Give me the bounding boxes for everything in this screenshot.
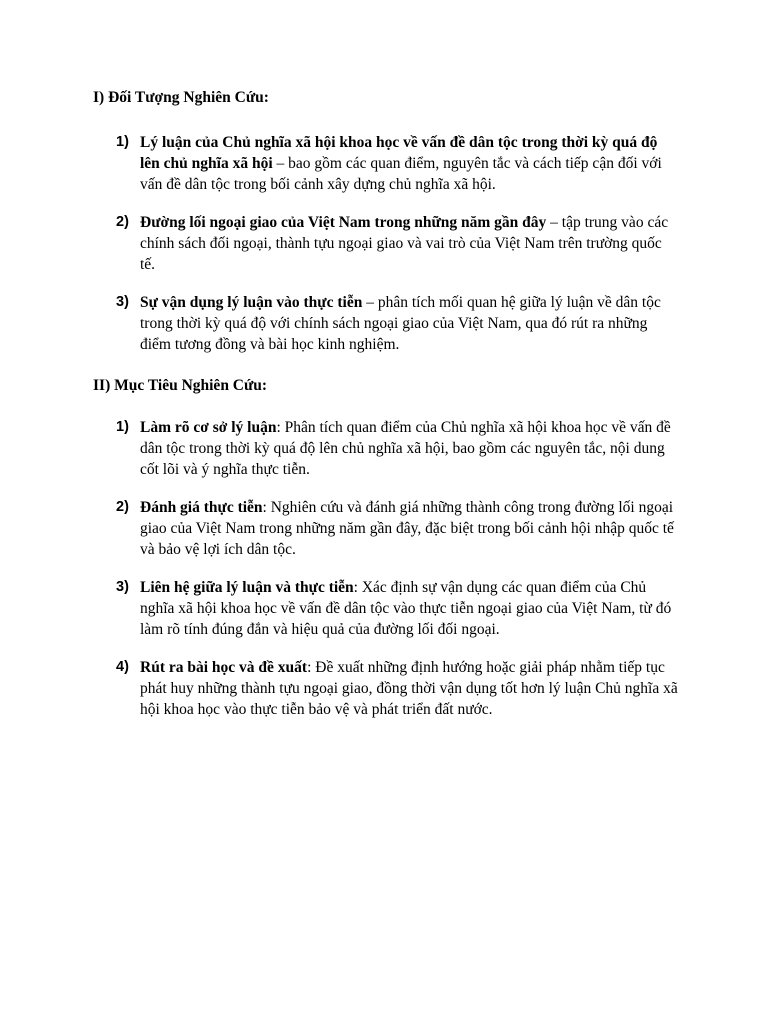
list-item — [0, 132, 768, 195]
research-object-list — [0, 132, 768, 372]
item-lead: Lý luận của Chủ nghĩa xã hội khoa học về vấn đề dân tộc trong thời kỳ quá độ lên chủ nghĩa xã hội — [140, 134, 658, 172]
item-number: 1) — [116, 419, 129, 435]
list-item — [0, 497, 768, 560]
item-body: : Đề xuất những định hướng hoặc giải pháp nhằm tiếp tục phát huy những thành tựu ngoại giao, đồng thời vận dụng tốt hơn lý luận Chủ nghĩa xã hội khoa học vào thực tiễn bảo vệ và phát triển đất nước. — [140, 659, 678, 718]
list-item — [0, 212, 768, 275]
item-number: 4) — [116, 659, 129, 675]
item-number: 3) — [116, 294, 129, 310]
item-number: 2) — [116, 214, 129, 230]
item-lead: Đánh giá thực tiễn — [140, 499, 263, 516]
list-item — [0, 657, 768, 720]
section-title-research-goals: II) Mục Tiêu Nghiên Cứu: — [93, 377, 268, 394]
item-body: : Xác định sự vận dụng các quan điểm của Chủ nghĩa xã hội khoa học về vấn đề dân tộc vào thực tiễn ngoại giao của Việt Nam, từ đó làm rõ tính đúng đắn và hiệu quả của đường lối đối ngoại. — [140, 579, 672, 638]
item-number: 3) — [116, 579, 129, 595]
item-number: 1) — [116, 134, 129, 150]
list-item — [0, 417, 768, 480]
item-number: 2) — [116, 499, 129, 515]
list-item — [0, 292, 768, 355]
section-title-research-object: I) Đối Tượng Nghiên Cứu: — [93, 89, 269, 106]
item-body: – tập trung vào các chính sách đối ngoại, thành tựu ngoại giao và vai trò của Việt Nam trên trường quốc tế. — [140, 214, 669, 273]
item-body: : Phân tích quan điểm của Chủ nghĩa xã hội khoa học về vấn đề dân tộc trong thời kỳ quá độ lên chủ nghĩa xã hội, bao gồm các nguyên tắc, nội dung cốt lõi và ý nghĩa thực tiễn. — [140, 419, 671, 478]
item-lead: Làm rõ cơ sở lý luận — [140, 419, 277, 436]
item-lead: Liên hệ giữa lý luận và thực tiễn — [140, 579, 354, 596]
item-body: – bao gồm các quan điểm, nguyên tắc và cách tiếp cận đối với vấn đề dân tộc trong bối cảnh xây dựng chủ nghĩa xã hội. — [140, 155, 662, 193]
item-lead: Đường lối ngoại giao của Việt Nam trong những năm gần đây — [140, 214, 547, 231]
research-goals-list — [0, 417, 768, 737]
item-lead: Sự vận dụng lý luận vào thực tiễn — [140, 294, 363, 311]
item-body: : Nghiên cứu và đánh giá những thành công trong đường lối ngoại giao của Việt Nam trong những năm gần đây, đặc biệt trong bối cảnh hội nhập quốc tế và bảo vệ lợi ích dân tộc. — [140, 499, 674, 558]
item-body: – phân tích mối quan hệ giữa lý luận về dân tộc trong thời kỳ quá độ với chính sách ngoại giao của Việt Nam, qua đó rút ra những điểm tương đồng và bài học kinh nghiệm. — [140, 294, 661, 353]
list-item — [0, 577, 768, 640]
item-lead: Rút ra bài học và đề xuất — [140, 659, 308, 676]
